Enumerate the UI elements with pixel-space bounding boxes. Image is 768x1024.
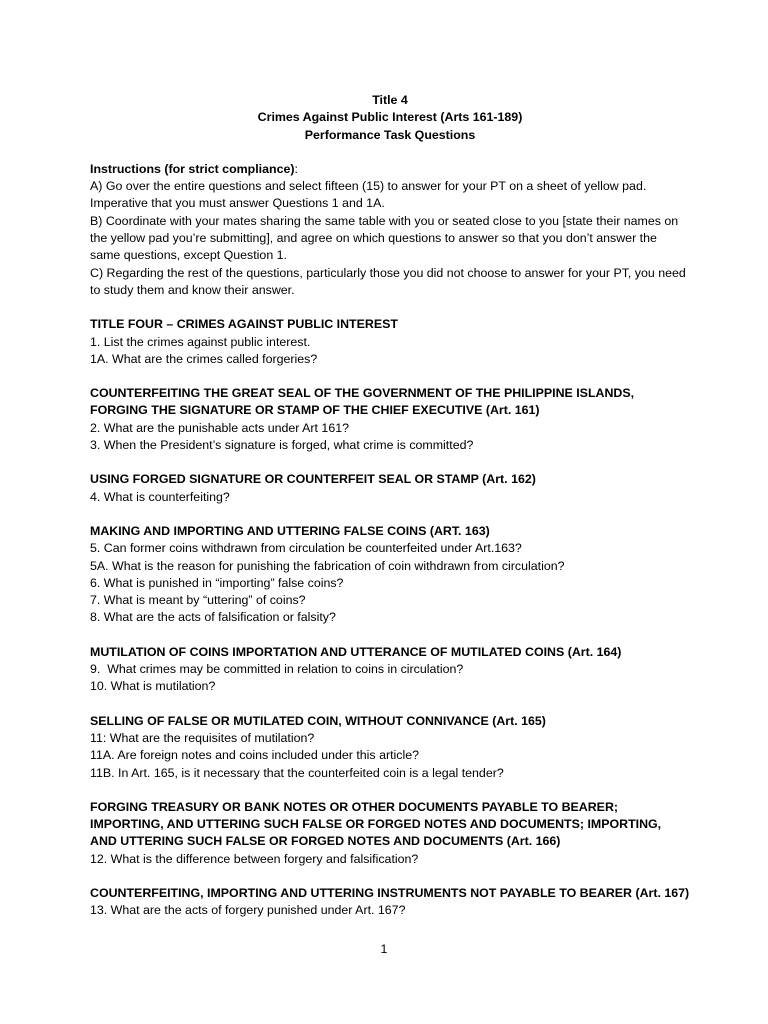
instructions-block [90, 161, 690, 299]
instructions-heading-line [90, 161, 690, 178]
section-heading: MAKING AND IMPORTING AND UTTERING FALSE COINS (ART. 163) [90, 523, 490, 538]
question-item: 11B. In Art. 165, is it necessary that the counterfeited coin is a legal tender? [90, 765, 504, 780]
section-heading: COUNTERFEITING, IMPORTING AND UTTERING INSTRUMENTS NOT PAYABLE TO BEARER (Art. 167) [90, 885, 690, 900]
section-heading: TITLE FOUR – CRIMES AGAINST PUBLIC INTEREST [90, 317, 398, 332]
instructions-heading: Instructions (for strict compliance) [90, 161, 295, 176]
question-section [90, 799, 690, 868]
instruction-paragraph: A) Go over the entire questions and select fifteen (15) to answer for your PT on a sheet of yellow pad. Imperative that you must answer Questions 1 and 1A. [90, 179, 647, 211]
question-item: 10. What is mutilation? [90, 679, 216, 694]
instruction-paragraph: C) Regarding the rest of the questions, particularly those you did not choose to answer for your PT, you need to study them and know their answer. [90, 265, 686, 297]
section-heading: COUNTERFEITING THE GREAT SEAL OF THE GOVERNMENT OF THE PHILIPPINE ISLANDS, FORGING THE SIGNATURE OR STAMP OF THE CHIEF EXECUTIVE (Art. 161) [90, 386, 635, 418]
question-section [90, 385, 690, 454]
section-heading: USING FORGED SIGNATURE OR COUNTERFEIT SEAL OR STAMP (Art. 162) [90, 472, 536, 487]
section-heading: MUTILATION OF COINS IMPORTATION AND UTTERANCE OF MUTILATED COINS (Art. 164) [90, 644, 622, 659]
question-item: 6. What is punished in “importing” false coins? [90, 575, 344, 590]
question-item: 13. What are the acts of forgery punished under Art. 167? [90, 903, 406, 918]
document-page [90, 92, 690, 937]
document-subtitle: Crimes Against Public Interest (Arts 161-189) [257, 110, 523, 125]
instruction-paragraph: B) Coordinate with your mates sharing the same table with you or seated close to you [state their names on the yellow pad you’re submitting], and agree on which questions to answer so that you don’t answer the same questions, except Question 1. [90, 213, 679, 263]
question-item: 7. What is meant by “uttering” of coins? [90, 593, 306, 608]
question-item: 3. When the President’s signature is forged, what crime is committed? [90, 438, 474, 453]
question-section [90, 713, 690, 782]
question-item: 11A. Are foreign notes and coins included under this article? [90, 748, 420, 763]
question-item: 1. List the crimes against public interest. [90, 334, 311, 349]
document-title: Title 4 [372, 93, 408, 107]
question-section [90, 316, 690, 368]
section-heading: SELLING OF FALSE OR MUTILATED COIN, WITHOUT CONNIVANCE (Art. 165) [90, 713, 546, 728]
question-item: 5. Can former coins withdrawn from circulation be counterfeited under Art.163? [90, 541, 522, 556]
page-number: 1 [380, 942, 388, 956]
question-item: 12. What is the difference between forgery and falsification? [90, 851, 419, 866]
question-item: 5A. What is the reason for punishing the fabrication of coin withdrawn from circulation? [90, 558, 565, 573]
section-heading: FORGING TREASURY OR BANK NOTES OR OTHER DOCUMENTS PAYABLE TO BEARER; IMPORTING, AND UTTERING SUCH FALSE OR FORGED NOTES AND DOCUMENTS; IMPORTING, AND UTTERING SUCH FALSE OR FORGED NOTES AND DOCUMENTS (Art. 166) [90, 799, 662, 849]
question-item: 9. What crimes may be committed in relation to coins in circulation? [90, 662, 464, 677]
question-section [90, 885, 690, 920]
question-item: 1A. What are the crimes called forgeries? [90, 351, 318, 366]
question-item: 4. What is counterfeiting? [90, 489, 230, 504]
instructions-heading-suffix: : [294, 161, 298, 176]
title-block [90, 92, 690, 144]
question-section [90, 644, 690, 696]
document-subtitle-2: Performance Task Questions [304, 127, 476, 142]
question-item: 8. What are the acts of falsification or falsity? [90, 610, 336, 625]
question-item: 2. What are the punishable acts under Art 161? [90, 420, 349, 435]
question-item: 11: What are the requisites of mutilation? [90, 730, 315, 745]
question-section [90, 471, 690, 506]
question-section [90, 523, 690, 627]
